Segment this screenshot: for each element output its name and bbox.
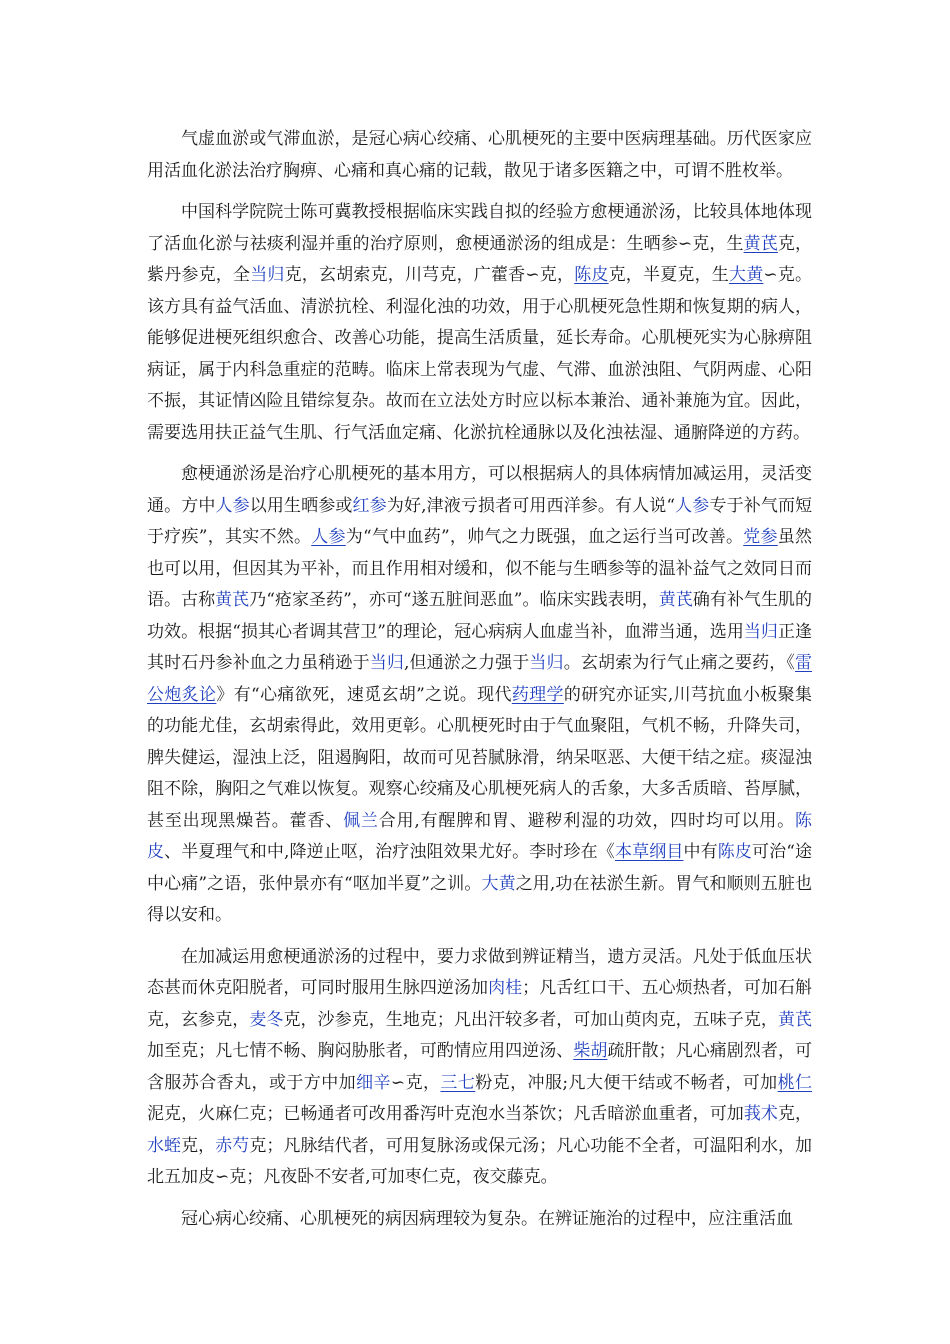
herb-link[interactable]: 黄芪 — [743, 233, 778, 254]
text-run: 在加减运用愈梗通淤汤的过程中，要力求做到辨证精当，遗方灵活。凡处于低血压状态甚而休克阳脱者，可同时服用生脉四逆汤加 — [147, 946, 812, 998]
herb-link[interactable]: 当归 — [250, 265, 285, 285]
herb-link[interactable]: 麦冬 — [249, 1009, 284, 1030]
text-run: 专于补气而短于疗疾”，其实不然。 — [147, 495, 813, 547]
text-run: 之用,功在祛淤生新。胃气和顺则五脏也得以安和。 — [147, 873, 813, 925]
text-run: 乃“疮家圣药”，亦可“遂五脏间恶血”。临床实践表明， — [249, 590, 659, 610]
text-run: 》有“心痛欲死，速觅玄胡”之说。现代 — [216, 684, 512, 705]
text-run: 为好,津液亏损者可用西洋参。有人说“ — [386, 495, 676, 516]
text-run: 泥克，火麻仁克；已畅通者可改用番泻叶克泡水当茶饮；凡舌暗淤血重者，可加 — [147, 1104, 744, 1124]
herb-link[interactable]: 陈皮 — [574, 265, 609, 285]
text-run: 合用,有醒脾和胃、避秽利湿的功效，四时均可以用。 — [378, 810, 796, 831]
paragraph — [147, 197, 812, 449]
text-run: 疏肝散；凡心痛剧烈者，可含服苏合香丸，或于方中加 — [147, 1041, 813, 1093]
text-run: 。玄胡索为行气止痛之要药，《 — [563, 653, 796, 673]
herb-link[interactable]: 莪术 — [743, 1104, 778, 1124]
herb-link[interactable]: 黄芪 — [658, 590, 693, 610]
text-run: 的研究亦证实,川芎抗血小板聚集的功能尤佳，玄胡索得此，效用更彰。心肌梗死时由于气血聚阻，气机不畅，升降失司，脾失健运，湿浊上泛，阻遏胸阳，故而可见苔腻脉滑，纳呆呕恶、大便干结之症。痰湿浊阻不除，胸阳之气难以恢复。观察心绞痛及心肌梗死病人的舌象，大多舌质暗、苔厚腻，甚至出现黑燥苔。藿香、 — [147, 684, 813, 831]
herb-link[interactable]: 当归 — [529, 653, 564, 673]
herb-link[interactable]: 水蛭 — [147, 1135, 182, 1156]
paragraph — [147, 124, 812, 187]
text-run: 可治“途中心痛”之语，张仲景亦有“呕加半夏”之训。 — [147, 842, 813, 894]
herb-link[interactable]: 黄芪 — [215, 590, 250, 610]
herb-link[interactable]: 人参 — [675, 495, 710, 516]
text-run: 愈梗通淤汤是治疗心肌梗死的基本用方，可以根据病人的具体病情加减运用，灵活变通。方中 — [147, 464, 812, 516]
text-run: 克，玄胡索克，川芎克，广藿香∽克， — [284, 265, 575, 285]
text-run: ,但通淤之力强于 — [403, 653, 530, 673]
herb-link[interactable]: 黄芪 — [777, 1009, 813, 1030]
text-run: ；凡舌红口干、五心烦热者，可加石斛克，玄参克， — [147, 978, 813, 1030]
text-run: 气虚血淤或气滞血淤，是冠心病心绞痛、心肌梗死的主要中医病理基础。历代医家应用活血化淤法治疗胸痹、心痛和真心痛的记载，散见于诸多医籍之中，可谓不胜枚举。 — [147, 129, 812, 181]
text-run: 克，紫丹参克，全 — [147, 233, 812, 285]
text-run: 正逢其时石丹参补血之力虽稍逊于 — [147, 621, 813, 673]
text-run: 冠心病心绞痛、心肌梗死的病因病理较为复杂。在辨证施治的过程中，应注重活血 — [181, 1208, 793, 1229]
text-run: ∽克。该方具有益气活血、清淤抗栓、利湿化浊的功效，用于心肌梗死急性期和恢复期的病人，能够促进梗死组织愈合、改善心功能，提高生活质量，延长寿命。心肌梗死实为心脉痹阻病证，属于内科急重症的范畴。临床上常表现为气虚、气滞、血淤浊阻、气阴两虚、心阳不振，其证情凶险且错综复杂。故而在立法处方时应以标本兼治、通补兼施为宜。因此，需要选用扶正益气生肌、行气活血定痛、化淤抗栓通脉以及化浊祛湿、通腑降逆的方药。 — [147, 265, 813, 443]
text-run: 克， — [777, 1104, 813, 1124]
herb-link[interactable]: 党参 — [743, 527, 778, 547]
herb-link[interactable]: 细辛 — [356, 1072, 391, 1093]
herb-link[interactable]: 药理学 — [511, 684, 564, 705]
text-run: 加至克；凡七情不畅、胸闷胁胀者，可酌情应用四逆汤、 — [147, 1041, 574, 1061]
herb-link[interactable]: 大黄 — [729, 265, 764, 285]
text-run: 粉克，冲服;凡大便干结或不畅者，可加 — [475, 1072, 778, 1093]
herb-link[interactable]: 当归 — [743, 621, 778, 642]
herb-link[interactable]: 雷公炮炙论 — [147, 653, 813, 705]
text-run: 中国科学院院士陈可冀教授根据临床实践自拟的经验方愈梗通淤汤，比较具体地体现了活血化淤与祛痰利湿并重的治疗原则，愈梗通淤汤的组成是：生晒参∽克，生 — [147, 202, 812, 254]
text-run: 克；凡脉结代者，可用复脉汤或保元汤；凡心功能不全者，可温阳利水，加北五加皮∽克；凡夜卧不安者,可加枣仁克，夜交藤克。 — [147, 1135, 813, 1187]
text-run: 为“气中血药”，帅气之力既强，血之运行当可改善。 — [345, 527, 744, 547]
text-run: 克， — [181, 1135, 216, 1156]
herb-link[interactable]: 当归 — [369, 653, 404, 673]
text-run: 克，沙参克，生地克；凡出汗较多者，可加山萸肉克，五味子克， — [283, 1009, 778, 1030]
herb-link[interactable]: 本草纲目 — [614, 842, 684, 862]
herb-link[interactable]: 大黄 — [481, 873, 516, 894]
herb-link[interactable]: 陈皮 — [147, 810, 813, 862]
herb-link[interactable]: 红参 — [352, 495, 387, 516]
paragraph — [147, 942, 812, 1194]
text-run: 、半夏理气和中,降逆止呕，治疗浊阻效果尤好。李时珍在《 — [164, 842, 615, 862]
text-run: 以用生晒参或 — [249, 495, 353, 516]
herb-link[interactable]: 佩兰 — [343, 810, 379, 831]
herb-link[interactable]: 人参 — [311, 527, 346, 547]
herb-link[interactable]: 赤芍 — [215, 1135, 250, 1156]
herb-link[interactable]: 人参 — [215, 495, 250, 516]
text-run: 虽然也可以用，但因其为平补，而且作用相对缓和，似不能与生晒参等的温补益气之效同日而语。古称 — [147, 527, 813, 610]
paragraph — [147, 459, 812, 932]
text-run: 确有补气生肌的功效。根据“损其心者调其营卫”的理论，冠心病病人血虚当补，血滞当通，选用 — [147, 590, 813, 642]
text-run: ∽克， — [390, 1072, 441, 1093]
text-run: 克，半夏克，生 — [608, 265, 729, 285]
herb-link[interactable]: 桃仁 — [777, 1072, 813, 1093]
herb-link[interactable]: 柴胡 — [573, 1041, 608, 1061]
text-run: 中有 — [683, 842, 718, 862]
herb-link[interactable]: 陈皮 — [717, 842, 752, 862]
herb-link[interactable]: 肉桂 — [488, 978, 523, 998]
article-body — [147, 124, 812, 1245]
paragraph — [147, 1204, 812, 1236]
herb-link[interactable]: 三七 — [440, 1072, 476, 1093]
